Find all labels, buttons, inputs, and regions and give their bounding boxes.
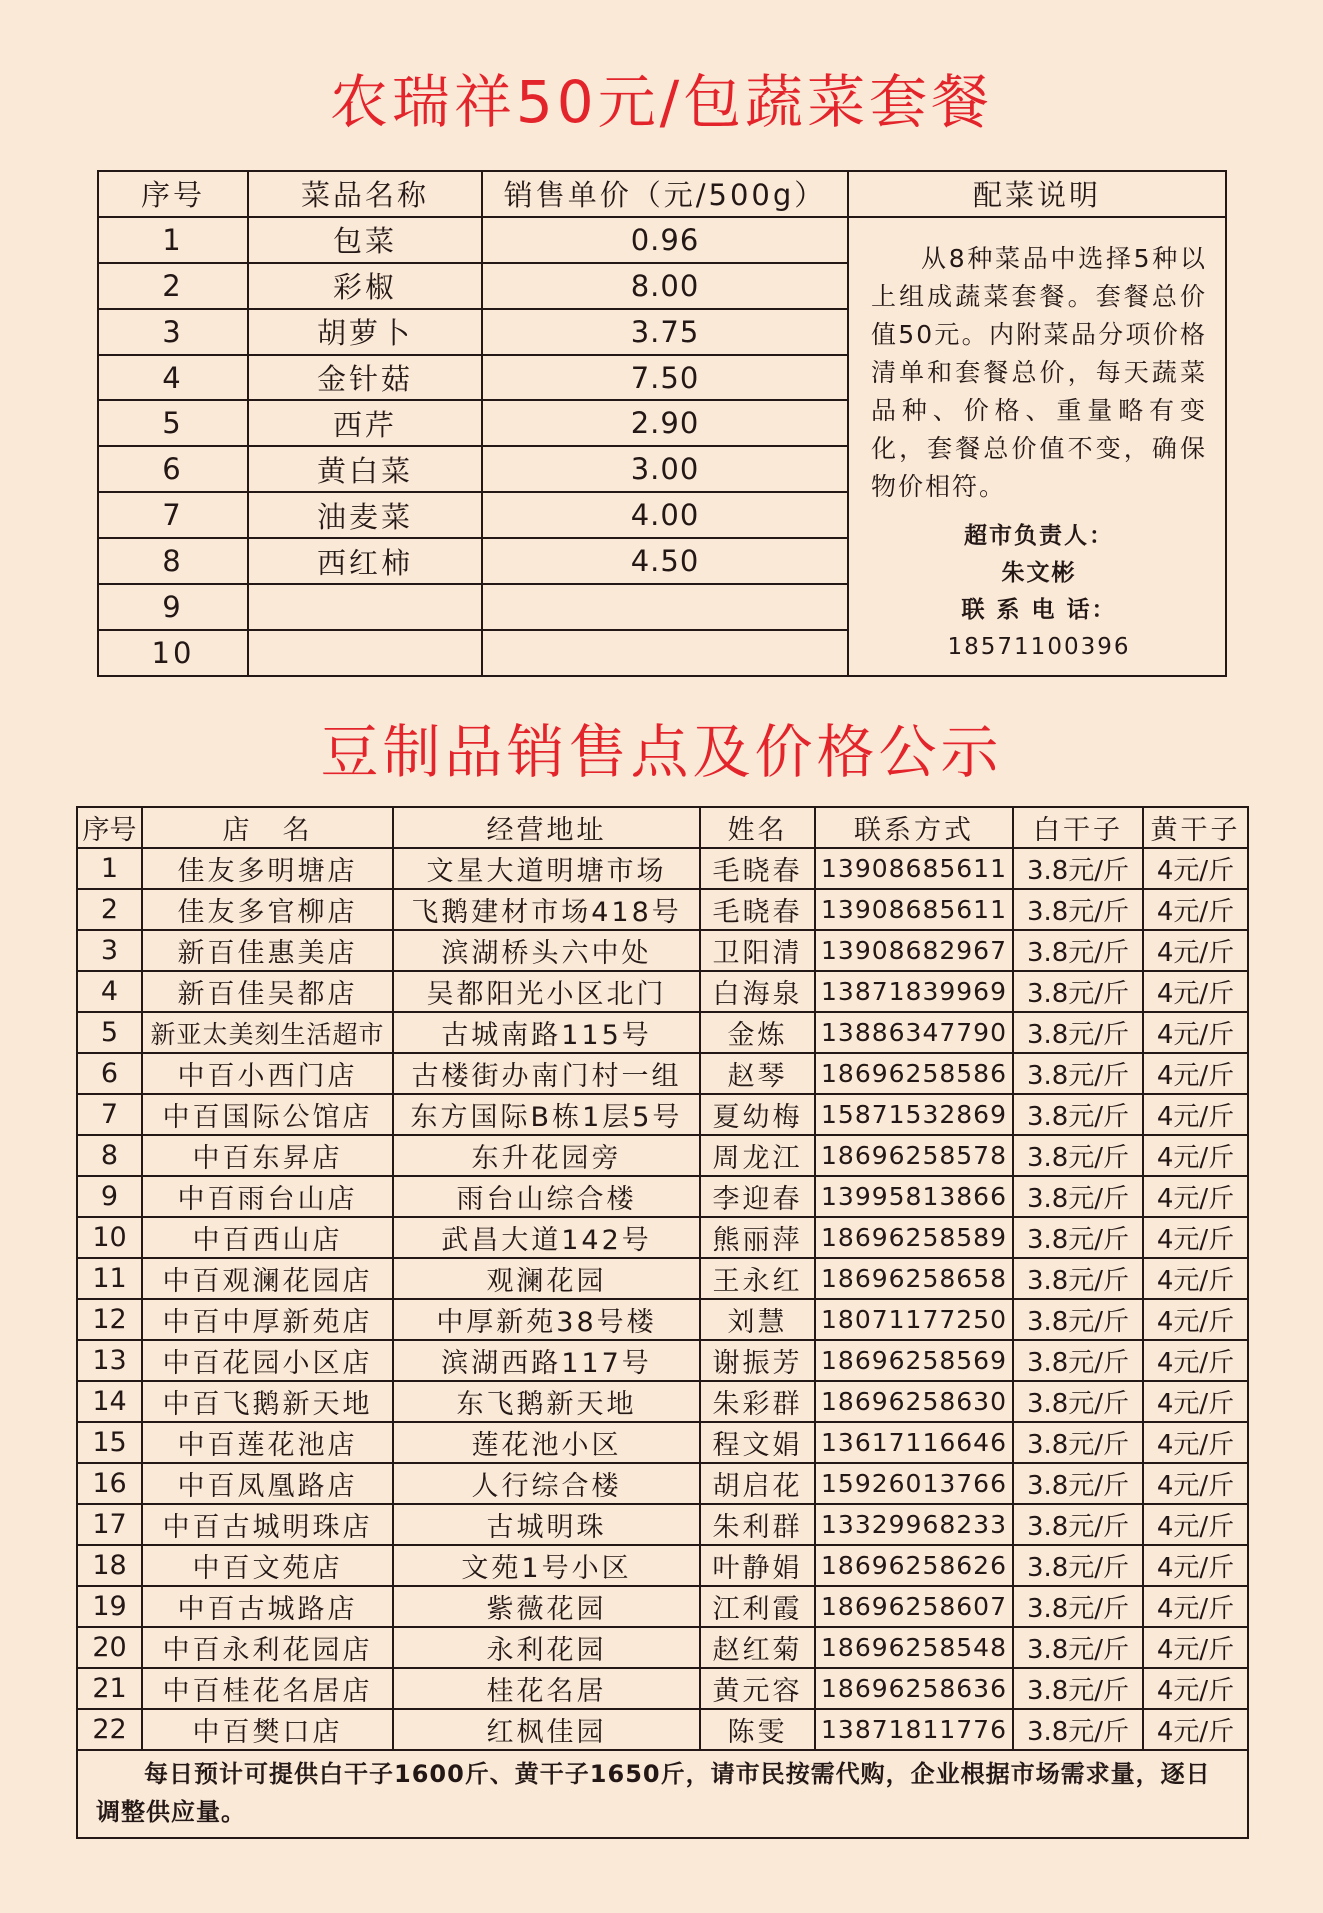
table-row — [98, 217, 1226, 263]
table-row — [77, 1381, 1248, 1422]
tofu-row-phone: 18696258586 — [815, 1053, 1013, 1094]
tofu-row-yellow-price: 4元/斤 — [1143, 1094, 1248, 1135]
tofu-row-name: 赵琴 — [700, 1053, 815, 1094]
header-address: 经营地址 — [393, 807, 700, 848]
tofu-row-phone: 18696258569 — [815, 1340, 1013, 1381]
tofu-row-name: 李迎春 — [700, 1176, 815, 1217]
package-description-text: 从8种菜品中选择5种以上组成蔬菜套餐。套餐总价值50元。内附菜品分项价格清单和套餐总价，每天蔬菜品种、价格、重量略有变化，套餐总价值不变，确保物价相符。 — [871, 243, 1207, 501]
tofu-row-address: 雨台山综合楼 — [393, 1176, 700, 1217]
manager-phone: 18571100396 — [947, 633, 1131, 660]
tofu-row-white-price: 3.8元/斤 — [1013, 1504, 1143, 1545]
tofu-row-no: 15 — [77, 1422, 142, 1463]
tofu-row-name: 毛晓春 — [700, 848, 815, 889]
veg-row-price: 3.75 — [482, 309, 848, 355]
tofu-row-phone: 13886347790 — [815, 1012, 1013, 1053]
table-row — [77, 930, 1248, 971]
veg-row-no: 3 — [98, 309, 248, 355]
tofu-row-store: 中百小西门店 — [142, 1053, 393, 1094]
tofu-row-address: 观澜花园 — [393, 1258, 700, 1299]
tofu-row-white-price: 3.8元/斤 — [1013, 1709, 1143, 1750]
tofu-row-white-price: 3.8元/斤 — [1013, 889, 1143, 930]
tofu-row-store: 中百飞鹅新天地 — [142, 1381, 393, 1422]
tofu-row-yellow-price: 4元/斤 — [1143, 971, 1248, 1012]
veg-row-no: 8 — [98, 538, 248, 584]
tofu-row-no: 8 — [77, 1135, 142, 1176]
tofu-row-name: 叶静娟 — [700, 1545, 815, 1586]
package-description — [848, 217, 1226, 676]
tofu-row-store: 新百佳惠美店 — [142, 930, 393, 971]
tofu-row-store: 中百莲花池店 — [142, 1422, 393, 1463]
tofu-row-name: 熊丽萍 — [700, 1217, 815, 1258]
tofu-row-address: 文星大道明塘市场 — [393, 848, 700, 889]
tofu-row-white-price: 3.8元/斤 — [1013, 1463, 1143, 1504]
header-dish-name: 菜品名称 — [248, 171, 482, 217]
table-row — [77, 1217, 1248, 1258]
veg-row-no: 4 — [98, 355, 248, 401]
tofu-row-yellow-price: 4元/斤 — [1143, 1053, 1248, 1094]
tofu-row-phone: 18696258658 — [815, 1258, 1013, 1299]
tofu-row-yellow-price: 4元/斤 — [1143, 1340, 1248, 1381]
tofu-row-address: 古城明珠 — [393, 1504, 700, 1545]
tofu-row-store: 中百古城路店 — [142, 1586, 393, 1627]
tofu-row-address: 东升花园旁 — [393, 1135, 700, 1176]
tofu-row-phone: 13871811776 — [815, 1709, 1013, 1750]
manager-contact — [871, 518, 1207, 666]
tofu-row-phone: 13908682967 — [815, 930, 1013, 971]
tofu-row-white-price: 3.8元/斤 — [1013, 1627, 1143, 1668]
table-row — [77, 971, 1248, 1012]
tofu-row-name: 毛晓春 — [700, 889, 815, 930]
veg-row-no: 5 — [98, 400, 248, 446]
tofu-row-yellow-price: 4元/斤 — [1143, 1176, 1248, 1217]
tofu-footer-row — [77, 1750, 1248, 1838]
tofu-row-phone: 13995813866 — [815, 1176, 1013, 1217]
tofu-row-white-price: 3.8元/斤 — [1013, 971, 1143, 1012]
header-no: 序号 — [77, 807, 142, 848]
tofu-row-store: 中百西山店 — [142, 1217, 393, 1258]
tofu-row-phone: 18696258630 — [815, 1381, 1013, 1422]
tofu-row-no: 18 — [77, 1545, 142, 1586]
tofu-row-phone: 13871839969 — [815, 971, 1013, 1012]
supply-note — [77, 1750, 1248, 1838]
veg-row-price — [482, 584, 848, 630]
tofu-row-address: 东方国际B栋1层5号 — [393, 1094, 700, 1135]
tofu-row-yellow-price: 4元/斤 — [1143, 1258, 1248, 1299]
tofu-row-yellow-price: 4元/斤 — [1143, 1545, 1248, 1586]
tofu-row-address: 桂花名居 — [393, 1668, 700, 1709]
table-row — [77, 1545, 1248, 1586]
tofu-row-address: 中厚新苑38号楼 — [393, 1299, 700, 1340]
veg-row-price — [482, 630, 848, 676]
tofu-row-white-price: 3.8元/斤 — [1013, 1586, 1143, 1627]
tofu-row-no: 10 — [77, 1217, 142, 1258]
table-row — [77, 1053, 1248, 1094]
tofu-row-no: 22 — [77, 1709, 142, 1750]
table-row — [77, 1340, 1248, 1381]
veg-row-price: 2.90 — [482, 400, 848, 446]
veg-row-no: 10 — [98, 630, 248, 676]
tofu-row-name: 黄元容 — [700, 1668, 815, 1709]
veg-row-no: 9 — [98, 584, 248, 630]
tofu-row-address: 永利花园 — [393, 1627, 700, 1668]
veg-row-name: 油麦菜 — [248, 492, 482, 538]
tofu-row-no: 12 — [77, 1299, 142, 1340]
header-name: 姓名 — [700, 807, 815, 848]
tofu-row-no: 11 — [77, 1258, 142, 1299]
tofu-row-address: 人行综合楼 — [393, 1463, 700, 1504]
tofu-row-address: 文苑1号小区 — [393, 1545, 700, 1586]
tofu-row-yellow-price: 4元/斤 — [1143, 1463, 1248, 1504]
veg-row-no: 7 — [98, 492, 248, 538]
tofu-row-address: 飞鹅建材市场418号 — [393, 889, 700, 930]
veg-row-name: 胡萝卜 — [248, 309, 482, 355]
tofu-row-address: 东飞鹅新天地 — [393, 1381, 700, 1422]
table-row — [77, 1586, 1248, 1627]
tofu-row-white-price: 3.8元/斤 — [1013, 1176, 1143, 1217]
veg-row-name: 西红柿 — [248, 538, 482, 584]
tofu-row-phone: 18071177250 — [815, 1299, 1013, 1340]
tofu-row-name: 周龙江 — [700, 1135, 815, 1176]
tofu-row-address: 莲花池小区 — [393, 1422, 700, 1463]
table-row — [77, 1709, 1248, 1750]
supply-note-text: 每日预计可提供白干子1600斤、黄干子1650斤，请市民按需代购，企业根据市场需求量，逐日调整供应量。 — [96, 1760, 1211, 1826]
tofu-row-no: 5 — [77, 1012, 142, 1053]
tofu-row-no: 16 — [77, 1463, 142, 1504]
tofu-row-store: 中百花园小区店 — [142, 1340, 393, 1381]
table-row — [77, 1094, 1248, 1135]
veg-row-price: 4.50 — [482, 538, 848, 584]
tofu-row-name: 朱彩群 — [700, 1381, 815, 1422]
tofu-row-white-price: 3.8元/斤 — [1013, 1012, 1143, 1053]
tofu-row-store: 中百古城明珠店 — [142, 1504, 393, 1545]
tofu-row-name: 江利霞 — [700, 1586, 815, 1627]
header-notes: 配菜说明 — [848, 171, 1226, 217]
veg-row-name — [248, 584, 482, 630]
tofu-row-store: 中百凤凰路店 — [142, 1463, 393, 1504]
veg-row-name: 黄白菜 — [248, 446, 482, 492]
tofu-row-store: 中百樊口店 — [142, 1709, 393, 1750]
tofu-row-no: 14 — [77, 1381, 142, 1422]
tofu-row-white-price: 3.8元/斤 — [1013, 1340, 1143, 1381]
tofu-row-name: 赵红菊 — [700, 1627, 815, 1668]
tofu-row-white-price: 3.8元/斤 — [1013, 1258, 1143, 1299]
tofu-row-no: 3 — [77, 930, 142, 971]
tofu-row-store: 中百东昇店 — [142, 1135, 393, 1176]
tofu-row-phone: 13908685611 — [815, 889, 1013, 930]
tofu-row-yellow-price: 4元/斤 — [1143, 1668, 1248, 1709]
tofu-row-no: 20 — [77, 1627, 142, 1668]
tofu-row-address: 滨湖西路117号 — [393, 1340, 700, 1381]
header-yellow-tofu: 黄干子 — [1143, 807, 1248, 848]
tofu-row-white-price: 3.8元/斤 — [1013, 1545, 1143, 1586]
tofu-row-store: 新百佳吴都店 — [142, 971, 393, 1012]
tofu-row-white-price: 3.8元/斤 — [1013, 1217, 1143, 1258]
tofu-sales-title: 豆制品销售点及价格公示 — [320, 718, 1003, 786]
tofu-row-address: 古楼街办南门村一组 — [393, 1053, 700, 1094]
tofu-row-phone: 15871532869 — [815, 1094, 1013, 1135]
tofu-row-name: 金炼 — [700, 1012, 815, 1053]
table-row — [77, 1258, 1248, 1299]
tofu-row-name: 陈雯 — [700, 1709, 815, 1750]
tofu-row-phone: 13329968233 — [815, 1504, 1013, 1545]
phone-label: 联 系 电 话： — [961, 596, 1117, 623]
tofu-row-yellow-price: 4元/斤 — [1143, 1586, 1248, 1627]
table-row — [77, 1299, 1248, 1340]
tofu-row-name: 白海泉 — [700, 971, 815, 1012]
tofu-row-address: 武昌大道142号 — [393, 1217, 700, 1258]
tofu-row-yellow-price: 4元/斤 — [1143, 1504, 1248, 1545]
tofu-row-store: 中百文苑店 — [142, 1545, 393, 1586]
tofu-row-no: 21 — [77, 1668, 142, 1709]
table-row — [77, 889, 1248, 930]
veg-row-no: 2 — [98, 263, 248, 309]
veg-row-name: 金针菇 — [248, 355, 482, 401]
tofu-row-yellow-price: 4元/斤 — [1143, 1217, 1248, 1258]
tofu-row-store: 佳友多明塘店 — [142, 848, 393, 889]
tofu-row-store: 中百永利花园店 — [142, 1627, 393, 1668]
tofu-row-phone: 18696258548 — [815, 1627, 1013, 1668]
tofu-row-name: 谢振芳 — [700, 1340, 815, 1381]
veg-row-name: 包菜 — [248, 217, 482, 263]
veg-row-price: 0.96 — [482, 217, 848, 263]
table-row — [77, 1504, 1248, 1545]
table-row — [77, 1135, 1248, 1176]
tofu-row-no: 2 — [77, 889, 142, 930]
tofu-row-no: 4 — [77, 971, 142, 1012]
veg-row-name: 彩椒 — [248, 263, 482, 309]
tofu-row-yellow-price: 4元/斤 — [1143, 1709, 1248, 1750]
tofu-row-yellow-price: 4元/斤 — [1143, 889, 1248, 930]
tofu-row-yellow-price: 4元/斤 — [1143, 1422, 1248, 1463]
tofu-row-name: 夏幼梅 — [700, 1094, 815, 1135]
tofu-row-name: 王永红 — [700, 1258, 815, 1299]
tofu-row-phone: 15926013766 — [815, 1463, 1013, 1504]
tofu-row-address: 紫薇花园 — [393, 1586, 700, 1627]
tofu-row-white-price: 3.8元/斤 — [1013, 1381, 1143, 1422]
tofu-row-yellow-price: 4元/斤 — [1143, 848, 1248, 889]
header-contact: 联系方式 — [815, 807, 1013, 848]
table-row — [77, 1668, 1248, 1709]
tofu-row-white-price: 3.8元/斤 — [1013, 1135, 1143, 1176]
table-row — [77, 1176, 1248, 1217]
tofu-row-yellow-price: 4元/斤 — [1143, 1627, 1248, 1668]
header-no: 序号 — [98, 171, 248, 217]
tofu-row-name: 胡启花 — [700, 1463, 815, 1504]
tofu-row-white-price: 3.8元/斤 — [1013, 848, 1143, 889]
tofu-table-header — [77, 807, 1248, 848]
tofu-row-white-price: 3.8元/斤 — [1013, 1668, 1143, 1709]
veg-price-table — [97, 170, 1227, 677]
tofu-row-no: 6 — [77, 1053, 142, 1094]
veg-row-no: 6 — [98, 446, 248, 492]
tofu-sales-table — [76, 806, 1249, 1839]
tofu-row-no: 19 — [77, 1586, 142, 1627]
table-row — [77, 1627, 1248, 1668]
tofu-row-white-price: 3.8元/斤 — [1013, 1053, 1143, 1094]
tofu-row-no: 1 — [77, 848, 142, 889]
tofu-row-no: 13 — [77, 1340, 142, 1381]
header-unit-price: 销售单价（元/500g） — [482, 171, 848, 217]
tofu-row-name: 卫阳清 — [700, 930, 815, 971]
tofu-row-phone: 18696258578 — [815, 1135, 1013, 1176]
tofu-row-store: 中百观澜花园店 — [142, 1258, 393, 1299]
tofu-row-address: 红枫佳园 — [393, 1709, 700, 1750]
tofu-row-phone: 18696258607 — [815, 1586, 1013, 1627]
veg-row-price: 4.00 — [482, 492, 848, 538]
tofu-row-yellow-price: 4元/斤 — [1143, 1381, 1248, 1422]
tofu-row-phone: 18696258589 — [815, 1217, 1013, 1258]
veg-table-header — [98, 171, 1226, 217]
tofu-row-store: 新亚太美刻生活超市 — [142, 1012, 393, 1053]
table-row — [77, 1012, 1248, 1053]
veg-row-name: 西芹 — [248, 400, 482, 446]
manager-label: 超市负责人： — [964, 522, 1114, 549]
table-row — [77, 1463, 1248, 1504]
tofu-row-yellow-price: 4元/斤 — [1143, 1299, 1248, 1340]
tofu-row-yellow-price: 4元/斤 — [1143, 930, 1248, 971]
tofu-row-yellow-price: 4元/斤 — [1143, 1012, 1248, 1053]
tofu-row-phone: 13908685611 — [815, 848, 1013, 889]
tofu-row-phone: 18696258636 — [815, 1668, 1013, 1709]
manager-name: 朱文彬 — [1001, 559, 1077, 586]
tofu-row-address: 古城南路115号 — [393, 1012, 700, 1053]
tofu-row-store: 佳友多官柳店 — [142, 889, 393, 930]
veg-row-price: 8.00 — [482, 263, 848, 309]
tofu-row-name: 程文娟 — [700, 1422, 815, 1463]
tofu-row-white-price: 3.8元/斤 — [1013, 1422, 1143, 1463]
veg-row-no: 1 — [98, 217, 248, 263]
tofu-row-phone: 13617116646 — [815, 1422, 1013, 1463]
tofu-row-address: 吴都阳光小区北门 — [393, 971, 700, 1012]
header-white-tofu: 白干子 — [1013, 807, 1143, 848]
tofu-row-yellow-price: 4元/斤 — [1143, 1135, 1248, 1176]
veg-row-name — [248, 630, 482, 676]
tofu-row-white-price: 3.8元/斤 — [1013, 1299, 1143, 1340]
tofu-row-address: 滨湖桥头六中处 — [393, 930, 700, 971]
tofu-row-no: 9 — [77, 1176, 142, 1217]
tofu-row-store: 中百雨台山店 — [142, 1176, 393, 1217]
table-row — [77, 848, 1248, 889]
tofu-row-name: 刘慧 — [700, 1299, 815, 1340]
tofu-row-white-price: 3.8元/斤 — [1013, 1094, 1143, 1135]
tofu-row-phone: 18696258626 — [815, 1545, 1013, 1586]
table-row — [77, 1422, 1248, 1463]
tofu-row-store: 中百桂花名居店 — [142, 1668, 393, 1709]
veg-row-price: 7.50 — [482, 355, 848, 401]
veg-package-title: 农瑞祥50元/包蔬菜套餐 — [329, 68, 994, 136]
tofu-row-name: 朱利群 — [700, 1504, 815, 1545]
tofu-row-store: 中百国际公馆店 — [142, 1094, 393, 1135]
tofu-row-no: 7 — [77, 1094, 142, 1135]
tofu-row-store: 中百中厚新苑店 — [142, 1299, 393, 1340]
tofu-row-no: 17 — [77, 1504, 142, 1545]
tofu-row-white-price: 3.8元/斤 — [1013, 930, 1143, 971]
header-store-name: 店 名 — [142, 807, 393, 848]
veg-row-price: 3.00 — [482, 446, 848, 492]
